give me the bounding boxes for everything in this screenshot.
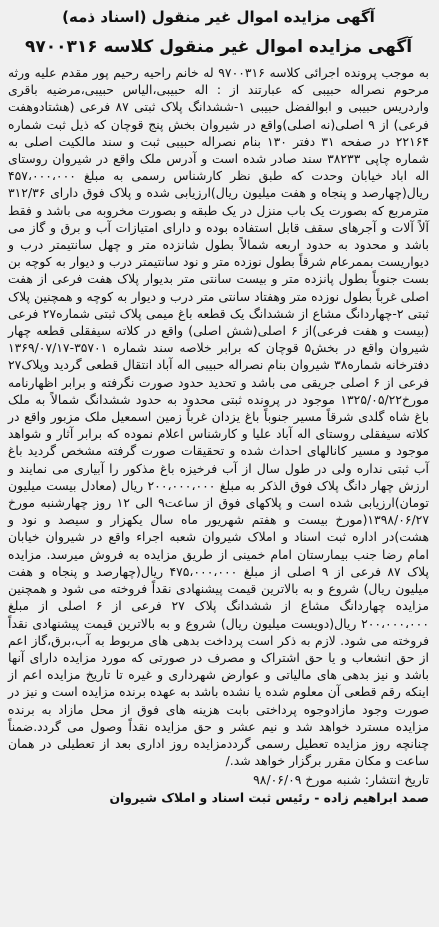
notice-body: به موجب پرونده اجرائی کلاسه ۹۷۰۰۳۱۶ له خانم راحیه رحیم پور مقدم علیه ورثه مرحوم نصراله حبیبی که عبارتند از : اله حبیبی،الیاس حبیبی،مرضیه باقری واردریس حبیبی و ابوالفضل حبیبی ۱-ششدانگ پلاک ثبتی ۸۷ فرعی (هشتادوهفت فرعی) از ۹ اصلی(نه اصلی)واقع در شیروان بخش پنج قوچان که ذیل ثبت شماره ۲۲۱۶۴ در صفحه ۳۱ دفتر ۱۳۰ بنام نصراله حبیبی ثبت و سند مالکیت اصلی به شماره چاپی ۳۸۲۳۳ سند صادر شده است و آدرس ملک واقع در شیروان روستای اله اباد خیابان وحدت که طبق نظر کارشناس رسمی به مبلغ ۴۵۷،۰۰۰،۰۰۰ ریال(چهارصد و پنجاه و هفت میلیون ریال)ارزیابی شده و پلاک فوق دارای ۳۱۲/۳۶ مترمربع که بصورت یک باب منزل در یک طبقه و بصورت مخروبه می باشد و فقط آلاً آلات و آجرهای سقف قابل استفاده بوده و دارای امتیازات آب و برق و گاز می باشد و محدود به حدود اربعه شمالاً بطول شانزده متر و چهل سانتیمتر درب و دیواریست بممرعام شرقاً بطول نوزده متر و نود سانتیمتر درب و دیوار به کوچه بن بست جنوباً بطول پانزده متر و بیست سانتی متر بدیوار پلاک هفت فرعی از هفت اصلی غرباً بطول نوزده متر وهفتاد سانتی متر درب و دیوار به کوچه و همچنین پلاک ثبتی ۲-چهاردانگ مشاع از ششدانگ یک قطعه باغ میمی پلاک ثبتی شماره۲۷ فرعی (بیست و هفت فرعی)از ۶ اصلی(شش اصلی) واقع در کلاته سیفقلی قطعه چهار شیروان واقع در بخش۵ قوچان که برابر خلاصه سند شماره ۳۵۷۰۱-۱۳۶۹/۰۷/۱۷ دفترخانه شماره۳۸ شیروان بنام نصراله حبیبی اله آباد انتقال قطعی گردید وپلاک۲۷ فرعی از ۶ اصلی جریقی می باشد و تحدید حدود صورت نگرفته و برابر اظهارنامه مورخ۱۳۲۵/۰۵/۲۲ موجود در پرونده ثبتی محدود به حدود ششدانگ شمالاً به ملک باغ شاه گلدی شرقاً مسیر جنوباً باغ یزدان غرباً زمین اسمعیل ملک مزبور واقع در کلاته سیفقلی روستای اله آباد علیا و کارشناس اعلام نموده که برابر آثار و شواهد موجود و مسیر کانالهای احداث شده و تحقیقات صورت گرفته مشخص گردید باغ آب ثبتی نداره ولی در طول سال از آب فرخیزه باغ مذکور را آبیاری می نمایند و ارزش چهار دانگ پلاک فوق الذکر به مبلغ ۲۰۰،۰۰۰،۰۰۰ ریال (معادل بیست میلیون تومان)ارزیابی شده است و پلاکهای فوق از ساعت۹ الی ۱۲ روز چهارشنبه مورخ ۱۳۹۸/۰۶/۲۷(مورخ بیست و هفتم شهریور ماه سال یکهزار و سیصد و نود و هشت)در اداره ثبت اسناد و املاک شیروان شعبه اجراء واقع در شیروان خیابان امام رضا جنب بیمارستان امام خمینی از طریق مزایده به فروش میرسد. مزایده پلاک ۸۷ فرعی از ۹ اصلی از مبلغ ۴۷۵،۰۰۰،۰۰۰ ریال(چهارصد و پنجاه و هفت میلیون ریال) شروع و به بالاترین قیمت پیشنهادی نقداً فروخته می شود و همچنین مزایده چهاردانگ مشاع از ششدانگ پلاک ۲۷ فرعی از ۶ اصلی از مبلغ ۲۰۰،۰۰۰،۰۰۰ ریال(دویست میلیون ریال) شروع و به بالاترین قیمت پیشنهادی نقداً فروخته می شود. لازم به ذکر است پرداخت بدهی های مربوط به آب،برق،گاز اعم از حق انشعاب و یا حق اشتراک و مصرف در صورتی که مورد مزایده دارای آنها باشد و نیز بدهی های مالیاتی و عوارض شهرداری و غیره تا تاریخ مزایده اعم از اینکه رقم قطعی آن معلوم شده یا نشده باشد به عهده برنده مزایده است و نیز در صورت وجود مازادوجوه پرداختی بابت هزینه های فوق از محل مازاد به برنده مزایده مسترد خواهد شد و نیم عشر و حق مزایده نقداً وصول می گردد.ضمناً چنانچه روز مزایده تعطیل رسمی گرددمزایده روز اداری بعد از تعطیلی در همان ساعت و مکان مقرر برگزار خواهد شد./ (8, 65, 430, 769)
signature: صمد ابراهیم زاده - رئیس ثبت اسناد و املاک شیروان (109, 790, 429, 806)
notice-title-secondary: آگهی مزایده اموال غیر منقول کلاسه ۹۷۰۰۳۱۶ (24, 37, 413, 57)
notice-title-primary: آگهی مزایده اموال غیر منقول (اسناد ذمه) (62, 8, 375, 26)
publish-date: تاریخ انتشار: شنبه مورخ ۹۸/۰۶/۰۹ (253, 772, 429, 788)
